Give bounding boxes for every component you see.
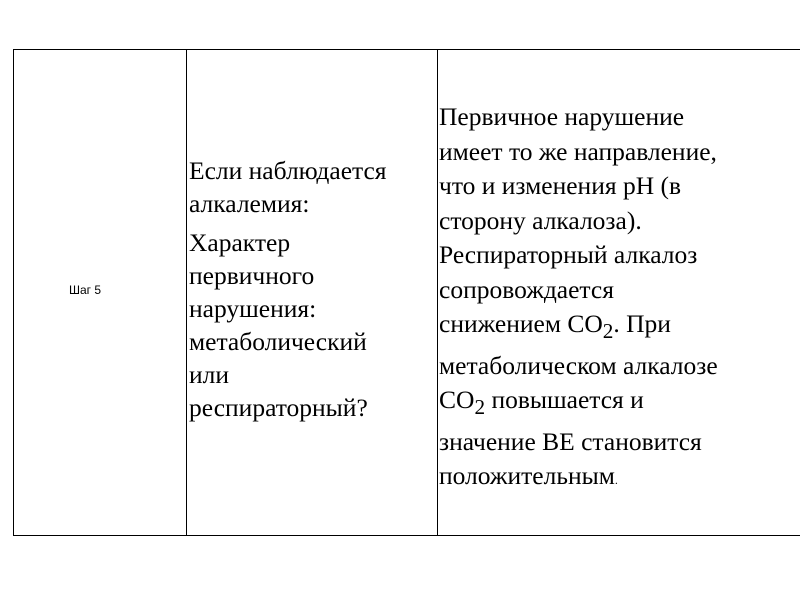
answer-line: имеет то же направление, <box>439 136 717 166</box>
answer-fragment: повышается и <box>485 385 644 415</box>
answer-period: . <box>614 473 618 488</box>
question-line: алкалемия: <box>189 189 310 218</box>
answer-line: Респираторный алкалоз <box>439 240 698 269</box>
answer-fragment: положительным <box>439 461 615 491</box>
step-table <box>13 49 800 536</box>
answer-line: метаболическом алкалозе <box>439 350 718 380</box>
answer-line <box>439 307 718 349</box>
co2-subscript: 2 <box>602 319 614 344</box>
question-line: Если наблюдается <box>189 156 387 185</box>
question-line: Характер <box>189 228 291 257</box>
question-line: метаболический <box>189 327 367 356</box>
question-text <box>189 154 387 424</box>
co2-subscript: 2 <box>474 395 486 420</box>
question-line: первичного <box>189 261 315 290</box>
question-part-1 <box>189 154 387 220</box>
answer-text <box>439 100 718 498</box>
answer-line: значение BE становится <box>439 426 702 456</box>
question-line: респираторный? <box>189 393 368 422</box>
answer-line <box>439 459 718 498</box>
question-line: нарушения: <box>189 294 317 323</box>
co2-text: снижением СО <box>439 309 603 338</box>
question-part-2 <box>189 226 387 424</box>
co2-text: СО <box>439 385 475 415</box>
question-cell <box>187 50 438 535</box>
answer-line: сторону алкалоза). <box>439 205 642 235</box>
step-label: Шаг 5 <box>68 282 102 297</box>
question-line: или <box>189 360 230 389</box>
answer-line <box>439 383 718 425</box>
answer-line: что и изменения pH (в <box>439 171 682 200</box>
answer-fragment: . При <box>613 309 671 338</box>
answer-cell <box>438 50 800 535</box>
answer-line: Первичное нарушение <box>439 102 685 131</box>
answer-line: сопровождается <box>439 274 614 304</box>
step-cell <box>14 50 187 535</box>
